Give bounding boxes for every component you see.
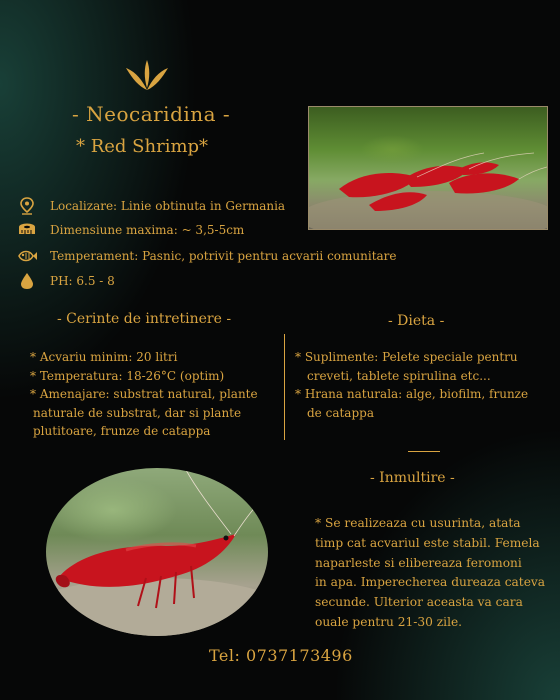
diet-heading: - Dieta -	[388, 313, 445, 329]
breeding-heading: - Inmultire -	[370, 470, 455, 486]
info-location-text: Localizare: Linie obtinuta in Germania	[50, 199, 286, 213]
info-temperament-text: Temperament: Pasnic, potrivit pentru acvarii comunitare	[50, 249, 397, 263]
ruler-icon	[16, 221, 38, 239]
diet-line: creveti, tablete spirulina etc...	[307, 368, 491, 383]
breeding-line: timp cat acvariul este stabil. Femela	[315, 535, 540, 550]
info-size-text: Dimensiune maxima: ~ 3,5-5cm	[50, 223, 245, 237]
info-location-row	[16, 196, 285, 216]
breeding-line: in apa. Imperecherea dureaza cateva	[315, 575, 546, 590]
care-line: plutitoare, frunze de catappa	[33, 424, 211, 438]
breeding-line: naparleste si elibereaza feromoni	[315, 555, 522, 570]
location-pin-icon	[16, 197, 38, 215]
diet-line: de catappa	[307, 405, 374, 420]
info-size-row	[16, 220, 244, 240]
phone-contact[interactable]: Tel: 0737173496	[209, 646, 353, 665]
shrimp-closeup-photo	[46, 468, 268, 636]
leaf-logo-icon	[122, 58, 172, 92]
page-subtitle: * Red Shrimp*	[76, 136, 209, 157]
info-temperament-row	[16, 246, 397, 266]
diet-text	[295, 348, 528, 422]
breeding-line: * Se realizeaza cu usurinta, atata	[315, 516, 521, 530]
care-line: * Temperatura: 18-26°C (optim)	[30, 368, 225, 383]
section-divider	[408, 451, 440, 452]
care-line: * Acvariu minim: 20 litri	[30, 350, 178, 364]
water-drop-icon	[16, 272, 38, 290]
fish-icon	[16, 247, 38, 265]
care-heading: - Cerinte de intretinere -	[57, 311, 232, 327]
diet-line: * Hrana naturala: alge, biofilm, frunze	[295, 387, 529, 401]
info-ph-row	[16, 271, 115, 291]
shrimp-photo-group	[308, 106, 548, 230]
info-ph-text: PH: 6.5 - 8	[50, 274, 115, 288]
breeding-text	[315, 514, 545, 633]
care-text	[30, 348, 258, 441]
shrimp-photo-illustration	[309, 107, 548, 230]
diet-line: * Suplimente: Pelete speciale pentru	[295, 350, 518, 364]
page-title: - Neocaridina -	[72, 102, 231, 126]
breeding-line: secunde. Ulterior aceasta va cara	[315, 595, 523, 610]
breeding-line: ouale pentru 21-30 zile.	[315, 614, 463, 629]
shrimp-closeup-illustration	[46, 468, 268, 636]
column-divider	[284, 334, 285, 440]
care-line: naturale de substrat, dar si plante	[33, 405, 242, 420]
care-line: * Amenajare: substrat natural, plante	[30, 387, 258, 401]
